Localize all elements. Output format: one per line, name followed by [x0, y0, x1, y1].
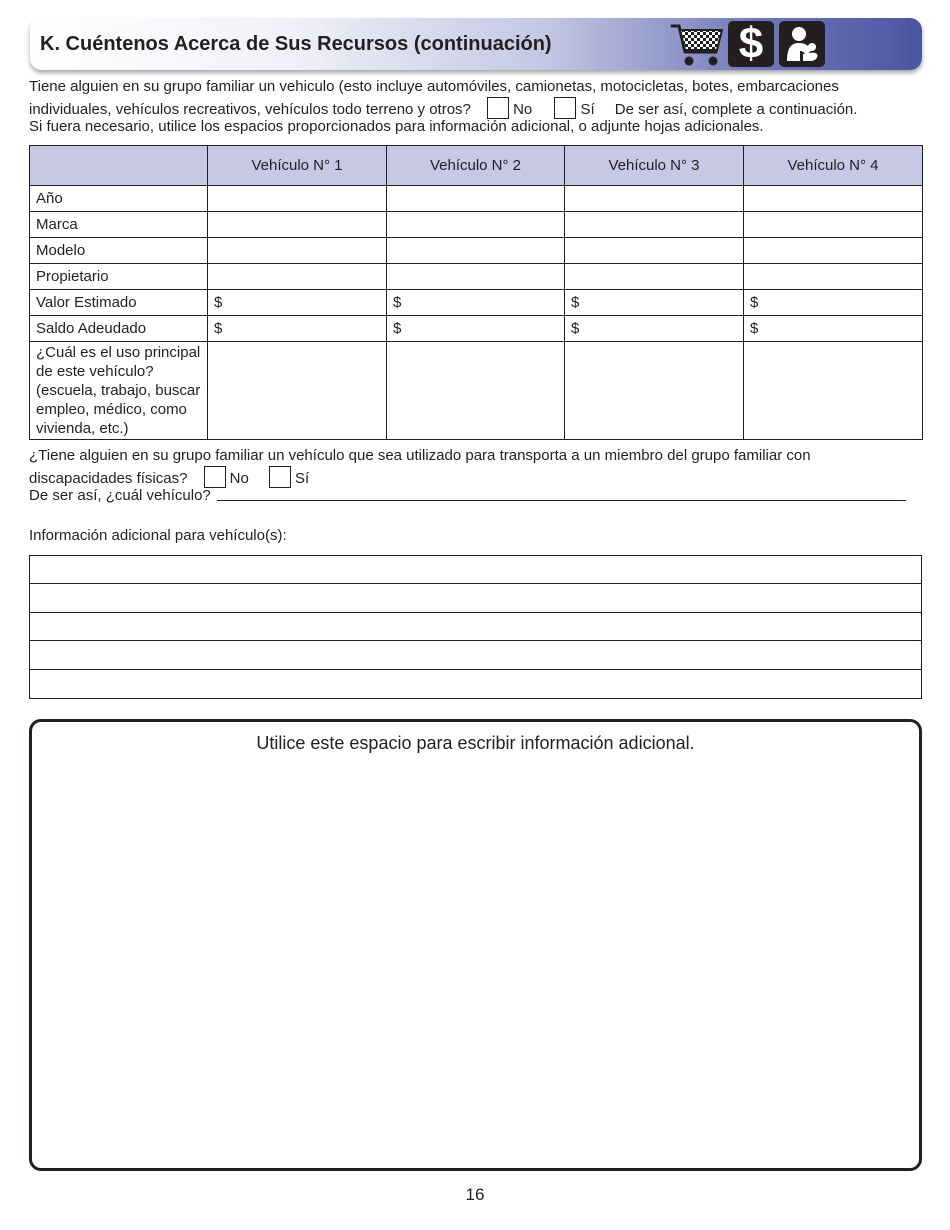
disability-question-line-1: ¿Tiene alguien en su grupo familiar un vehículo que sea utilizado para transporta a un miembro del grupo familiar con	[29, 447, 811, 464]
table-row-owner	[30, 264, 923, 290]
input-cell-make-1[interactable]	[208, 212, 387, 238]
table-header-row	[30, 146, 923, 186]
input-cell-value-2[interactable]: $	[387, 290, 565, 316]
input-cell-balance-4[interactable]: $	[744, 316, 923, 342]
input-cell-make-2[interactable]	[387, 212, 565, 238]
input-cell-year-1[interactable]	[208, 186, 387, 212]
disability-si-label: Sí	[294, 470, 310, 487]
column-header-vehicle-3: Vehículo N° 3	[565, 146, 744, 186]
additional-info-label: Información adicional para vehículo(s):	[29, 527, 287, 544]
section-title: K. Cuéntenos Acerca de Sus Recursos (continuación)	[40, 33, 552, 55]
input-cell-make-4[interactable]	[744, 212, 923, 238]
vehicle-no-checkbox[interactable]	[487, 97, 509, 119]
input-cell-model-3[interactable]	[565, 238, 744, 264]
input-cell-model-2[interactable]	[387, 238, 565, 264]
row-label-owner: Propietario	[30, 264, 208, 290]
input-cell-balance-1[interactable]: $	[208, 316, 387, 342]
input-cell-use-3[interactable]	[565, 342, 744, 440]
row-label-year: Año	[30, 186, 208, 212]
input-cell-year-3[interactable]	[565, 186, 744, 212]
intro-line-1: Tiene alguien en su grupo familiar un vehiculo (esto incluye automóviles, camionetas, motocicletas, botes, embarcaciones	[29, 78, 839, 95]
additional-info-box-title: Utilice este espacio para escribir información adicional.	[256, 733, 695, 753]
input-cell-make-3[interactable]	[565, 212, 744, 238]
input-cell-year-4[interactable]	[744, 186, 923, 212]
input-cell-balance-3[interactable]: $	[565, 316, 744, 342]
additional-info-box[interactable]	[29, 719, 922, 1171]
shopping-cart-icon	[670, 20, 724, 68]
vehicles-table	[29, 145, 923, 440]
disability-no-checkbox[interactable]	[204, 466, 226, 488]
input-cell-use-4[interactable]	[744, 342, 923, 440]
additional-info-line[interactable]	[30, 556, 921, 584]
input-cell-owner-1[interactable]	[208, 264, 387, 290]
input-cell-value-3[interactable]: $	[565, 290, 744, 316]
column-header-vehicle-2: Vehículo N° 2	[387, 146, 565, 186]
intro-question: individuales, vehículos recreativos, vehículos todo terreno y otros?	[29, 101, 471, 118]
vehicle-no-label: No	[513, 101, 533, 118]
input-cell-use-1[interactable]	[208, 342, 387, 440]
disability-si-checkbox[interactable]	[269, 466, 291, 488]
vehicle-si-label: Sí	[580, 101, 595, 118]
input-cell-balance-2[interactable]: $	[387, 316, 565, 342]
table-row-model	[30, 238, 923, 264]
vehicle-si-checkbox[interactable]	[554, 97, 576, 119]
additional-info-line[interactable]	[30, 641, 921, 669]
caregiver-icon	[779, 21, 825, 67]
input-cell-model-4[interactable]	[744, 238, 923, 264]
table-row-balance-owed	[30, 316, 923, 342]
input-cell-year-2[interactable]	[387, 186, 565, 212]
input-cell-owner-4[interactable]	[744, 264, 923, 290]
table-row-make	[30, 212, 923, 238]
row-label-make: Marca	[30, 212, 208, 238]
input-cell-use-2[interactable]	[387, 342, 565, 440]
input-cell-owner-2[interactable]	[387, 264, 565, 290]
which-vehicle-input-line[interactable]	[217, 500, 906, 501]
additional-info-line[interactable]	[30, 613, 921, 641]
intro-line-3: Si fuera necesario, utilice los espacios proporcionados para información adicional, o adjunte hojas adicionales.	[29, 118, 764, 135]
row-label-balance-owed: Saldo Adeudado	[30, 316, 208, 342]
table-row-estimated-value	[30, 290, 923, 316]
table-row-year	[30, 186, 923, 212]
disability-no-label: No	[229, 470, 249, 487]
which-vehicle-label: De ser así, ¿cuál vehículo?	[29, 487, 211, 504]
column-header-vehicle-1: Vehículo N° 1	[208, 146, 387, 186]
table-header-blank	[30, 146, 208, 186]
input-cell-owner-3[interactable]	[565, 264, 744, 290]
dollar-glyph: $	[738, 19, 764, 68]
disability-question-text: discapacidades físicas?	[29, 470, 188, 487]
input-cell-model-1[interactable]	[208, 238, 387, 264]
dollar-icon	[728, 21, 774, 67]
row-label-estimated-value: Valor Estimado	[30, 290, 208, 316]
intro-complete-instruction: De ser así, complete a continuación.	[614, 101, 858, 118]
page-number: 16	[465, 1185, 485, 1204]
row-label-model: Modelo	[30, 238, 208, 264]
row-label-principal-use: ¿Cuál es el uso principal de este vehículo? (escuela, trabajo, buscar empleo, médico, como vivienda, etc.)	[30, 342, 208, 440]
additional-info-line[interactable]	[30, 584, 921, 612]
additional-info-line[interactable]	[30, 670, 921, 698]
input-cell-value-4[interactable]: $	[744, 290, 923, 316]
column-header-vehicle-4: Vehículo N° 4	[744, 146, 923, 186]
input-cell-value-1[interactable]: $	[208, 290, 387, 316]
table-row-principal-use	[30, 342, 923, 440]
additional-info-lines[interactable]	[29, 555, 922, 699]
section-header	[30, 18, 922, 70]
